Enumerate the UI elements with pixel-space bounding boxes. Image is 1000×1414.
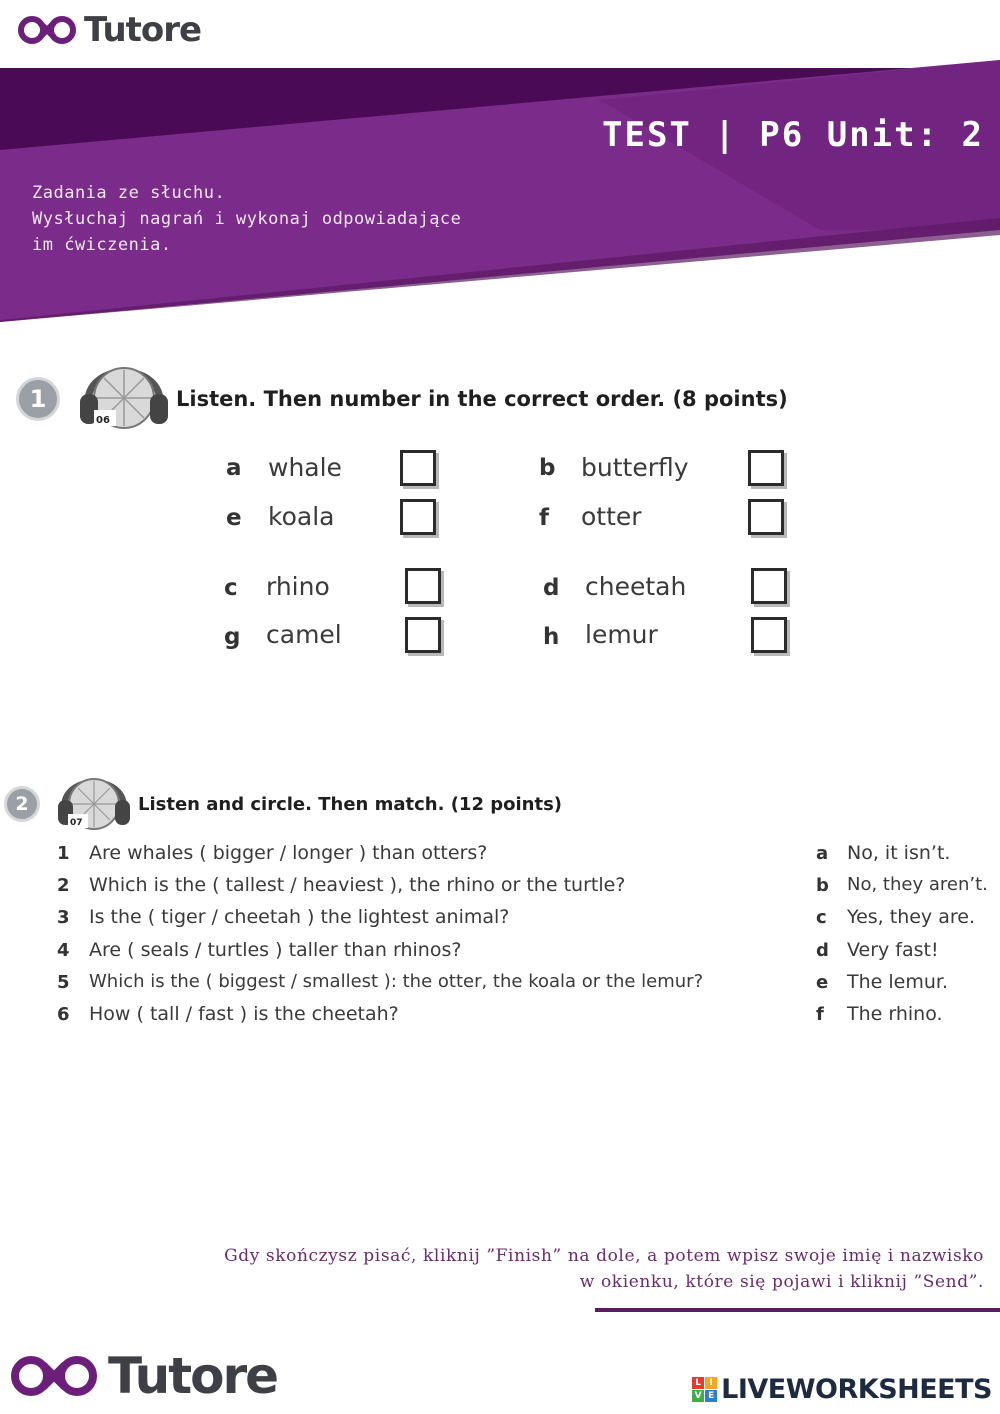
item-letter: g xyxy=(224,624,241,650)
brand-name: Tutore xyxy=(84,10,202,50)
answer-letter: e xyxy=(816,972,829,993)
answer-box-koala[interactable] xyxy=(400,499,436,535)
liveworksheets-wordmark: LIVEWORKSHEETS xyxy=(721,1374,992,1405)
headphones-icon xyxy=(56,764,132,838)
header-subtitle xyxy=(32,180,461,258)
bottom-logo xyxy=(8,1346,277,1406)
answer-letter: a xyxy=(816,843,829,864)
answer-letter: d xyxy=(816,940,829,961)
answer-letter: f xyxy=(816,1004,824,1025)
subtitle-line: im ćwiczenia. xyxy=(32,235,172,255)
exercise2-title: Listen and circle. Then match. (12 points) xyxy=(138,794,563,815)
liveworksheets-logo-icon xyxy=(692,1377,717,1402)
answer-box-butterfly[interactable] xyxy=(748,450,784,486)
exercise1-number: 1 xyxy=(29,385,47,413)
item-word: butterfly xyxy=(581,453,689,482)
exercise1-title: Listen. Then number in the correct order. (8 points) xyxy=(176,387,788,411)
answer-box-cheetah[interactable] xyxy=(751,568,787,604)
item-letter: f xyxy=(539,505,550,531)
item-word: rhino xyxy=(266,572,330,601)
tutore-logo-icon xyxy=(16,14,78,46)
answer-text: Very fast! xyxy=(847,939,939,961)
instruction-line: w okienku, które się pojawi i kliknij ”Send”. xyxy=(579,1272,984,1292)
answer-box-otter[interactable] xyxy=(748,499,784,535)
exercise2-number: 2 xyxy=(15,793,29,815)
item-word: otter xyxy=(581,502,642,531)
item-letter: a xyxy=(226,455,242,481)
question-number: 4 xyxy=(57,940,70,961)
item-word: camel xyxy=(266,620,342,649)
answer-text: The rhino. xyxy=(847,1003,943,1025)
question-text[interactable]: Are whales ( bigger / longer ) than otters? xyxy=(89,842,488,864)
question-number: 2 xyxy=(57,875,70,896)
question-number: 3 xyxy=(57,907,70,928)
brand-name: Tutore xyxy=(108,1347,278,1405)
question-text[interactable]: Are ( seals / turtles ) taller than rhinos? xyxy=(89,939,462,961)
lw-mark-letter: L xyxy=(692,1377,704,1389)
subtitle-line: Wysłuchaj nagrań i wykonaj odpowiadające xyxy=(32,209,462,229)
answer-text: No, it isn’t. xyxy=(847,842,951,864)
question-text[interactable]: Which is the ( biggest / smallest ): the otter, the koala or the lemur? xyxy=(89,971,704,992)
instruction-line: Gdy skończysz pisać, kliknij ”Finish” na dole, a potem wpisz swoje imię i nazwisko xyxy=(224,1246,984,1266)
exercise1-number-badge xyxy=(16,377,60,421)
item-word: cheetah xyxy=(585,572,687,601)
question-text[interactable]: Is the ( tiger / cheetah ) the lightest animal? xyxy=(89,906,510,928)
answer-letter: b xyxy=(816,875,829,896)
finish-instruction xyxy=(224,1243,984,1295)
subtitle-line: Zadania ze słuchu. xyxy=(32,183,226,203)
answer-box-camel[interactable] xyxy=(405,617,441,653)
answer-text: Yes, they are. xyxy=(847,906,975,928)
answer-box-whale[interactable] xyxy=(400,450,436,486)
answer-box-rhino[interactable] xyxy=(405,568,441,604)
item-letter: c xyxy=(224,575,238,601)
item-letter: h xyxy=(543,624,560,650)
lw-mark-letter: I xyxy=(705,1377,717,1389)
lw-mark-letter: E xyxy=(705,1390,717,1402)
item-word: koala xyxy=(268,502,335,531)
answer-letter: c xyxy=(816,907,827,928)
item-letter: d xyxy=(543,575,560,601)
headphones-icon xyxy=(78,350,170,440)
question-number: 6 xyxy=(57,1004,70,1025)
track-number: 07 xyxy=(70,818,83,828)
question-number: 5 xyxy=(57,972,70,993)
question-number: 1 xyxy=(57,843,70,864)
item-letter: b xyxy=(539,455,556,481)
footer-divider xyxy=(595,1308,1000,1312)
answer-text: No, they aren’t. xyxy=(847,874,988,895)
exercise2-number-badge xyxy=(4,786,40,822)
tutore-logo-icon xyxy=(8,1353,100,1399)
item-word: lemur xyxy=(585,620,658,649)
item-word: whale xyxy=(268,453,342,482)
page-title: TEST | P6 Unit: 2 xyxy=(602,115,984,155)
track-number: 06 xyxy=(96,415,110,426)
top-logo xyxy=(16,10,201,50)
question-text[interactable]: Which is the ( tallest / heaviest ), the rhino or the turtle? xyxy=(89,874,626,896)
answer-box-lemur[interactable] xyxy=(751,617,787,653)
question-text[interactable]: How ( tall / fast ) is the cheetah? xyxy=(89,1003,399,1025)
item-letter: e xyxy=(226,505,242,531)
liveworksheets-logo xyxy=(692,1374,992,1405)
lw-mark-letter: V xyxy=(692,1390,704,1402)
answer-text: The lemur. xyxy=(847,971,949,993)
